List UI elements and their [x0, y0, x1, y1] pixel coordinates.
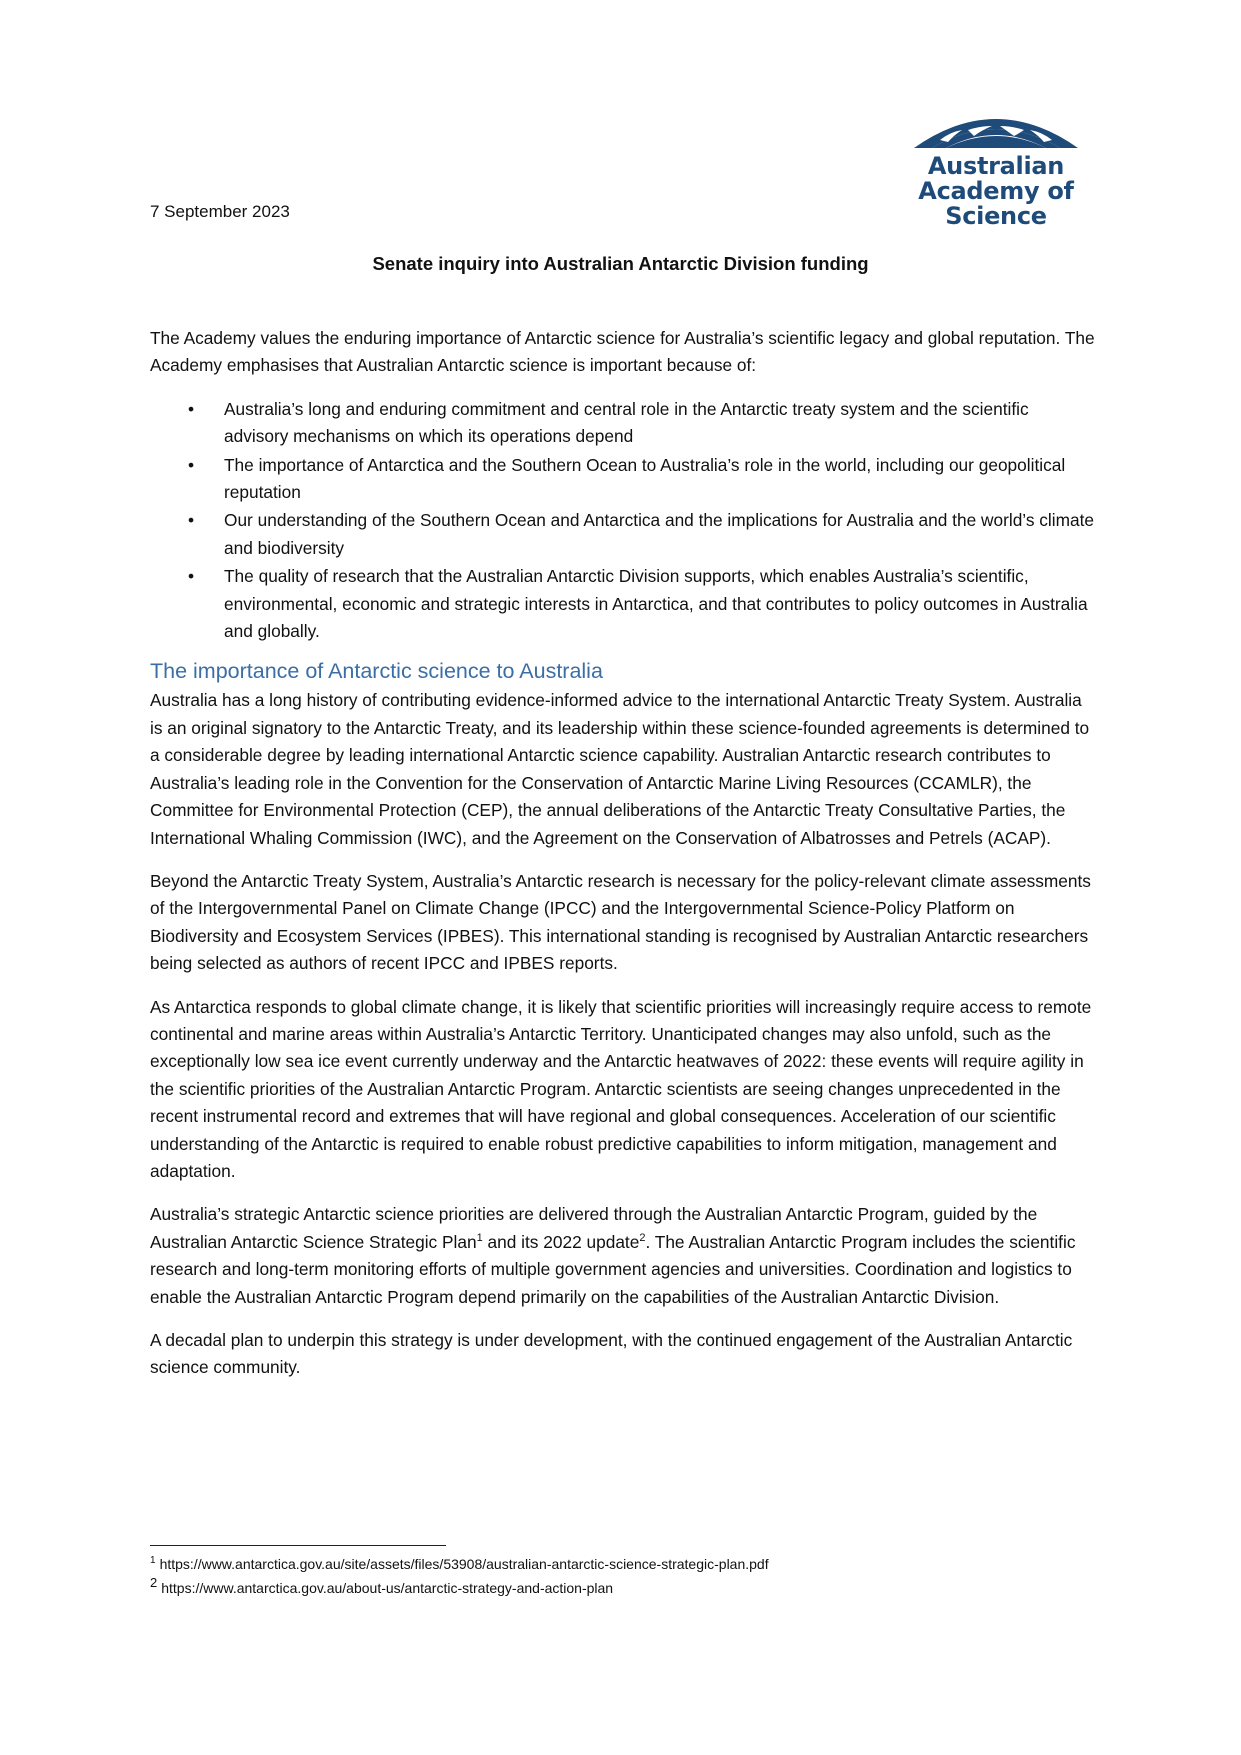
list-item: • Our understanding of the Southern Ocean and Antarctica and the implications for Australia and the world’s climate and biodiversity — [150, 507, 1095, 562]
list-item: • The importance of Antarctica and the Southern Ocean to Australia’s role in the world, including our geopolitical reputation — [150, 452, 1095, 507]
footnote-divider — [150, 1545, 446, 1546]
footnote-ref-1[interactable]: 1 — [476, 1232, 483, 1245]
page-title: Senate inquiry into Australian Antarctic Division funding — [372, 253, 869, 274]
logo-wordmark — [906, 154, 1086, 229]
section-heading: The importance of Antarctic science to Australia — [150, 659, 603, 684]
document-body — [150, 325, 1095, 1398]
paragraph-ipcc-ipbes: Beyond the Antarctic Treaty System, Australia’s Antarctic research is necessary for the policy-relevant climate assessments of the Intergovernmental Panel on Climate Change (IPCC) and the Intergovernmental Science-Policy Platform on Biodiversity and Ecosystem Services (IPBES). This international standing is recognised by Australian Antarctic researchers being selected as authors of recent IPCC and IPBES reports. — [150, 870, 1091, 974]
paragraph-treaty-system: Australia has a long history of contributing evidence-informed advice to the international Antarctic Treaty System. Australia is an original signatory to the Antarctic Treaty, and its leadership within these science-founded agreements is determined to a considerable degree by leading international Antarctic science capability. Australian Antarctic research contributes to Australia’s leading role in the Convention for the Conservation of Antarctic Marine Living Resources (CCAMLR), the Committee for Environmental Protection (CEP), the annual deliberations of the Antarctic Treaty Consultative Parties, the International Whaling Commission (IWC), and the Agreement on the Conservation of Albatrosses and Petrels (ACAP). — [150, 690, 1090, 848]
footnotes — [150, 1552, 769, 1600]
bullet-icon: • — [188, 454, 195, 475]
bullet-icon: • — [188, 510, 195, 531]
bullet-icon: • — [188, 398, 195, 419]
intro-paragraph: The Academy values the enduring importance of Antarctic science for Australia’s scientific legacy and global reputation. The Academy emphasises that Australian Antarctic science is important because of: — [150, 328, 1095, 376]
footnote-ref-2[interactable]: 2 — [639, 1232, 646, 1245]
logo-line-3: Science — [945, 202, 1047, 230]
bullet-icon: • — [188, 566, 195, 587]
list-item: • The quality of research that the Australian Antarctic Division supports, which enables Australia’s scientific, environmental, economic and strategic interests in Antarctica, and that contributes to policy outcomes in Australia and globally. — [150, 563, 1095, 645]
academy-logo — [906, 104, 1086, 236]
footnote-link[interactable]: https://www.antarctica.gov.au/about-us/antarctic-strategy-and-action-plan — [161, 1580, 614, 1596]
paragraph-climate-change: As Antarctica responds to global climate change, it is likely that scientific priorities will increasingly require access to remote continental and marine areas within Australia’s Antarctic Territory. Unanticipated changes may also unfold, such as the exceptionally low sea ice event currently underway and the Antarctic heatwaves of 2022: these events will require agility in the scientific priorities of the Australian Antarctic Program. Antarctic scientists are seeing changes unprecedented in the recent instrumental record and extremes that will have regional and global consequences. Acceleration of our scientific understanding of the Antarctic is required to enable robust predictive capabilities to inform mitigation, management and adaptation. — [150, 996, 1092, 1181]
footnote-link[interactable]: https://www.antarctica.gov.au/site/assets/files/53908/australian-antarctic-science-strategic-plan.pdf — [159, 1556, 769, 1572]
paragraph-decadal-plan: A decadal plan to underpin this strategy is under development, with the continued engagement of the Australian Antarctic science community. — [150, 1330, 1073, 1378]
logo-line-2: Academy of — [918, 177, 1074, 205]
importance-list — [150, 396, 1095, 646]
letter-date: 7 September 2023 — [150, 202, 290, 221]
logo-line-1: Australian — [927, 152, 1065, 180]
paragraph-strategic-priorities: Australia’s strategic Antarctic science priorities are delivered through the Australian Antarctic Program, guided by the Australian Antarctic Science Strategic Plan$^1$ and its 2022 update$^2$. The Australian Antarctic Program includes the scientific research and long-term monitoring efforts of multiple government agencies and universities. Coordination and logistics to enable the Australian Antarctic Program depend primarily on the capabilities of the Australian Antarctic Division. — [150, 1204, 1076, 1307]
footnote-1: $^1$ https://www.antarctica.gov.au/site/assets/files/53908/australian-antarctic-science-strategic-plan.pdf — [150, 1555, 769, 1572]
arch-emblem-icon — [910, 104, 1082, 150]
list-item: • Australia’s long and enduring commitment and central role in the Antarctic treaty system and the scientific advisory mechanisms on which its operations depend — [150, 396, 1095, 451]
footnote-2: 2 https://www.antarctica.gov.au/about-us/antarctic-strategy-and-action-plan — [150, 1575, 614, 1596]
